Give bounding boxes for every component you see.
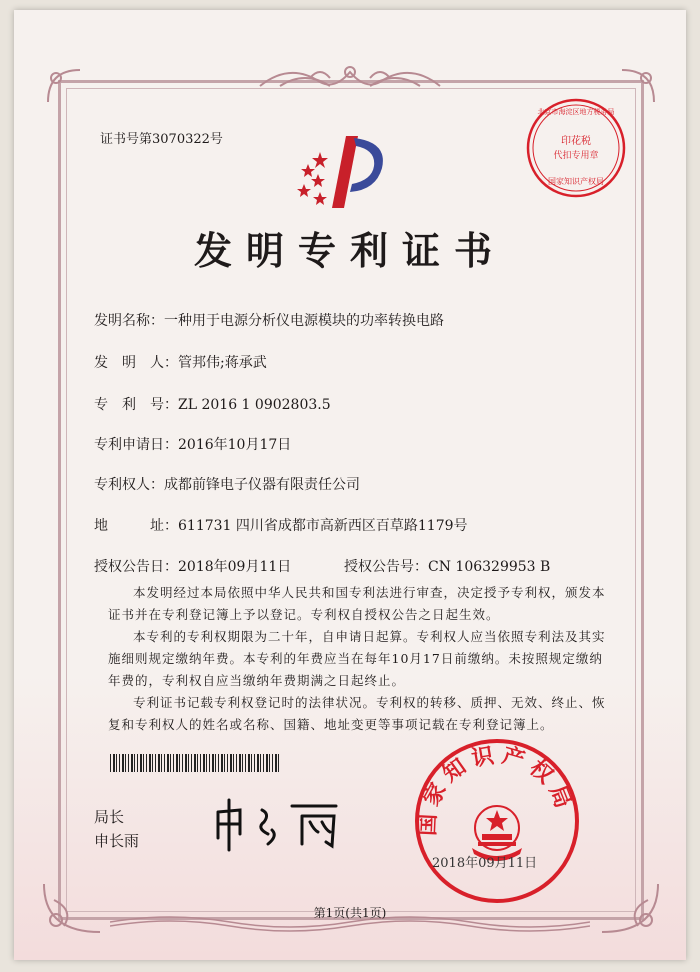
filing-date-label: 专利申请日： [94, 437, 178, 453]
address-value: 611731 四川省成都市高新西区百草路1179号 [178, 518, 468, 534]
filing-date-value: 2016年10月17日 [178, 437, 292, 453]
body-paragraph-2: 本专利的专利权期限为二十年，自申请日起算。专利权人应当依照专利法及其实施细则规定缴纳年费。本专利的年费应当在每年10月17日前缴纳。未按照规定缴纳年费的，专利权自应当缴纳年费期满之日起终止。 [108, 629, 606, 688]
invention-name-value: 一种用于电源分析仪电源模块的功率转换电路 [164, 313, 444, 329]
patentee-row [94, 474, 360, 494]
address-row [94, 515, 468, 535]
tax-stamp-seal [524, 96, 628, 200]
grant-number-label: 授权公告号： [344, 559, 428, 575]
body-paragraph-3: 专利证书记载专利权登记时的法律状况。专利权的转移、质押、无效、终止、恢复和专利权人的姓名或名称、国籍、地址变更等事项记载在专利登记簿上。 [108, 695, 606, 732]
barcode [110, 754, 280, 772]
page-number: 第1页(共1页) [313, 906, 387, 920]
grant-number-value: CN 106329953 B [428, 559, 551, 575]
seal-date: 2018年09月11日 [432, 856, 538, 871]
official-seal [412, 736, 582, 906]
director-title: 局长 [94, 808, 125, 826]
tax-stamp-inner1: 印花税 [561, 136, 591, 147]
tax-stamp-outer-text: 北京市海淀区地方税务局 [537, 108, 615, 116]
grant-date-value: 2018年09月11日 [178, 559, 292, 575]
inventor-label: 发 明 人： [94, 355, 178, 371]
patentee-value: 成都前锋电子仪器有限责任公司 [164, 477, 360, 493]
certificate-paper [14, 10, 686, 960]
grant-date-label: 授权公告日： [94, 559, 178, 575]
certificate-title: 发明专利证书 [193, 228, 506, 273]
certificate-number: 证书号第3070322号 [100, 132, 223, 147]
body-paragraph-1: 本发明经过本局依照中华人民共和国专利法进行审查，决定授予专利权，颁发本证书并在专利登记簿上予以登记。专利权自授权公告之日起生效。 [108, 585, 606, 622]
top-ornament [250, 60, 450, 94]
inventor-row [94, 352, 267, 372]
seal-text: 国家知识产权局 [414, 741, 579, 837]
tax-stamp-inner2: 代扣专用章 [553, 151, 599, 161]
address-label: 地 址： [94, 518, 178, 534]
tax-stamp-bottom-text: 国家知识产权局 [548, 177, 604, 186]
patent-number-row [94, 394, 331, 414]
grant-number-row [344, 556, 550, 576]
inventor-value: 管邦伟;蒋承武 [178, 355, 267, 371]
corner-ornament-tl [44, 66, 84, 106]
grant-date-row [94, 556, 291, 576]
director-name: 申长雨 [94, 832, 140, 850]
filing-date-row [94, 434, 291, 454]
patent-number-label: 专 利 号： [94, 397, 178, 413]
patent-number-value: ZL 2016 1 0902803.5 [178, 397, 331, 413]
patentee-label: 专利权人： [94, 477, 164, 493]
patent-office-logo-icon [284, 128, 394, 218]
director-signature [210, 794, 360, 854]
invention-name-row [94, 310, 444, 330]
invention-name-label: 发明名称： [94, 313, 164, 329]
